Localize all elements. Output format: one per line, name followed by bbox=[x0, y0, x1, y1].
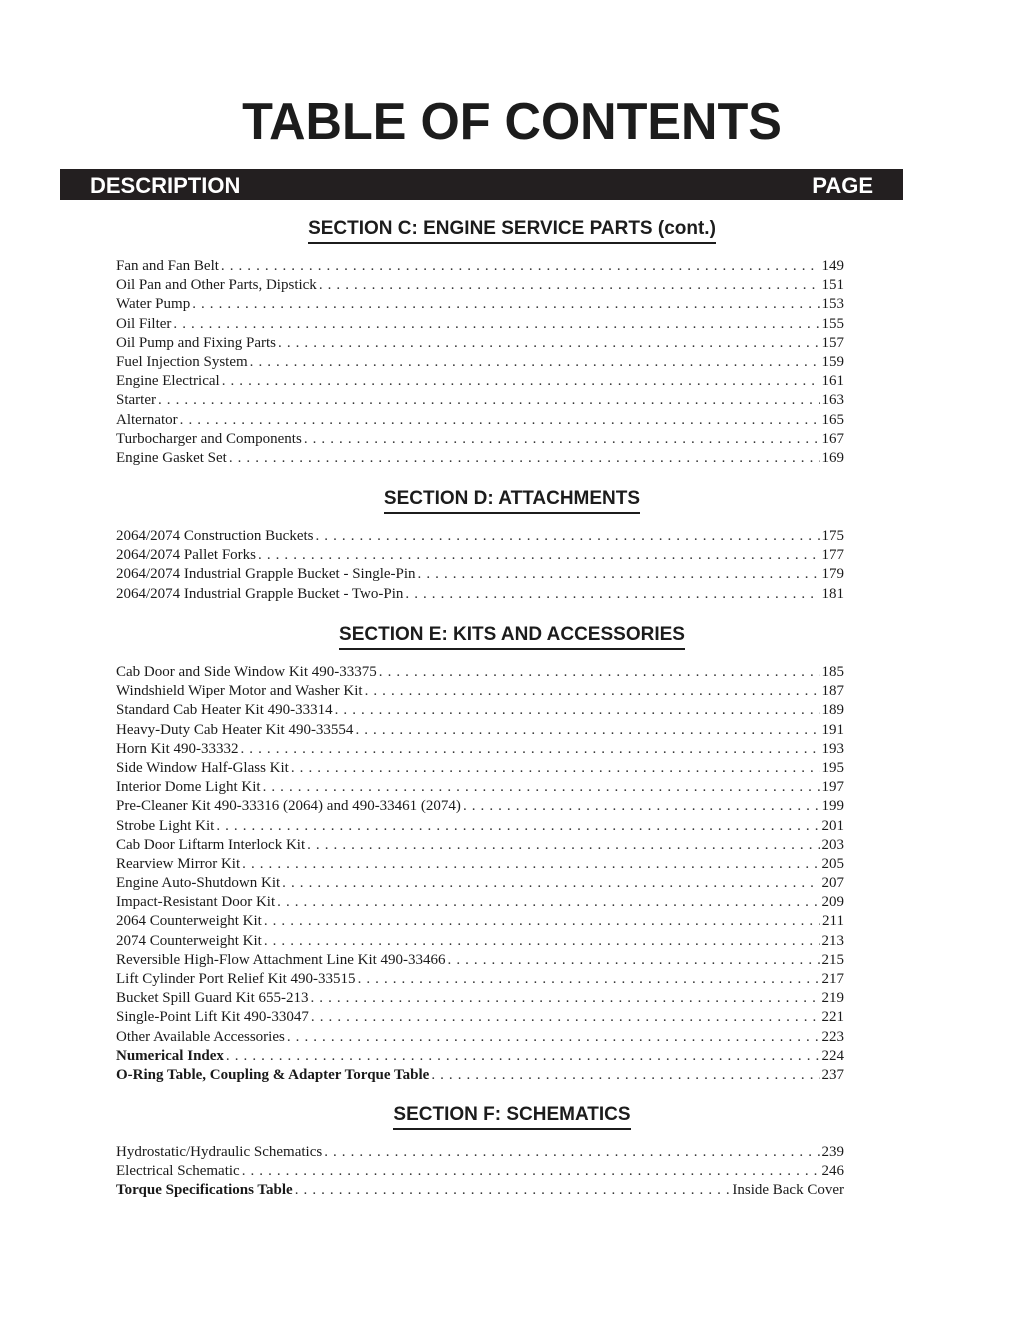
dot-leader bbox=[258, 546, 819, 565]
toc-entry-oring-table[interactable] bbox=[116, 1066, 844, 1085]
dot-leader bbox=[431, 1066, 819, 1085]
dot-leader bbox=[463, 797, 820, 816]
entry-page: 217 bbox=[821, 971, 844, 987]
entry-page: 185 bbox=[821, 664, 844, 680]
toc-entry[interactable] bbox=[116, 778, 844, 797]
dot-leader bbox=[287, 1028, 820, 1047]
entry-page: 211 bbox=[822, 913, 844, 930]
entry-page: 163 bbox=[821, 392, 844, 409]
section-heading: SECTION D: ATTACHMENTS bbox=[384, 488, 640, 514]
toc-entry[interactable] bbox=[116, 1162, 844, 1181]
entry-page: 169 bbox=[821, 449, 844, 466]
dot-leader bbox=[448, 951, 820, 970]
entry-label: Cab Door Liftarm Interlock Kit bbox=[116, 836, 306, 853]
entry-label: Impact-Resistant Door Kit bbox=[116, 894, 276, 911]
entry-page: 205 bbox=[821, 855, 844, 872]
entry-label: 2064/2074 Industrial Grapple Bucket - Two-Pin bbox=[116, 585, 404, 602]
toc-entry[interactable] bbox=[116, 797, 844, 816]
entry-label: Oil Pan and Other Parts, Dipstick bbox=[116, 277, 317, 294]
entry-page: 165 bbox=[821, 411, 844, 428]
dot-leader bbox=[173, 315, 819, 334]
toc-entry[interactable] bbox=[116, 759, 844, 778]
entry-label: Bucket Spill Guard Kit 655-213 bbox=[116, 990, 309, 1007]
dot-leader bbox=[221, 257, 820, 276]
toc-entry[interactable] bbox=[116, 1028, 844, 1047]
toc-entry[interactable] bbox=[116, 449, 844, 468]
toc-entry[interactable] bbox=[116, 565, 844, 584]
toc-entry[interactable] bbox=[116, 411, 844, 430]
section-c-entries bbox=[116, 257, 844, 468]
entry-label: Single-Point Lift Kit 490-33047 bbox=[116, 1009, 309, 1026]
entry-page: 155 bbox=[821, 315, 844, 332]
dot-leader bbox=[242, 855, 819, 874]
entry-label: Strobe Light Kit bbox=[116, 817, 215, 834]
entry-label: Rearview Mirror Kit bbox=[116, 855, 241, 872]
entry-label: Engine Electrical bbox=[116, 373, 220, 390]
entry-label: Interior Dome Light Kit bbox=[116, 779, 261, 796]
toc-entry[interactable] bbox=[116, 276, 844, 295]
entry-label: Numerical Index bbox=[116, 1047, 224, 1064]
dot-leader bbox=[192, 295, 819, 314]
toc-entry[interactable] bbox=[116, 1008, 844, 1027]
toc-entry[interactable] bbox=[116, 372, 844, 391]
section-c-title bbox=[0, 218, 1024, 244]
toc-entry[interactable] bbox=[116, 295, 844, 314]
entry-page: 149 bbox=[821, 258, 844, 274]
entry-label: Torque Specifications Table bbox=[116, 1182, 293, 1199]
toc-entry[interactable] bbox=[116, 430, 844, 449]
entry-page: 161 bbox=[821, 373, 844, 390]
entry-page: Inside Back Cover bbox=[732, 1182, 844, 1199]
entry-page: 213 bbox=[821, 932, 844, 949]
dot-leader bbox=[316, 527, 820, 546]
toc-entry[interactable] bbox=[116, 951, 844, 970]
entry-label: Engine Auto-Shutdown Kit bbox=[116, 875, 281, 892]
section-d-title bbox=[0, 488, 1024, 514]
dot-leader bbox=[358, 970, 820, 989]
toc-entry[interactable] bbox=[116, 893, 844, 912]
entry-label: Turbocharger and Components bbox=[116, 430, 302, 447]
section-heading: SECTION C: ENGINE SERVICE PARTS (cont.) bbox=[308, 218, 716, 244]
toc-entry[interactable] bbox=[116, 663, 844, 682]
entry-label: Other Available Accessories bbox=[116, 1028, 285, 1045]
entry-label: Alternator bbox=[116, 411, 178, 428]
dot-leader bbox=[310, 989, 819, 1008]
entry-label: Side Window Half-Glass Kit bbox=[116, 759, 289, 776]
entry-page: 181 bbox=[821, 585, 844, 602]
toc-entry[interactable] bbox=[116, 970, 844, 989]
entry-label: Lift Cylinder Port Relief Kit 490-33515 bbox=[116, 971, 356, 987]
section-e-entries bbox=[116, 663, 844, 1085]
entry-page: 177 bbox=[821, 547, 844, 564]
page-title: TABLE OF CONTENTS bbox=[242, 93, 782, 151]
entry-page: 153 bbox=[821, 296, 844, 313]
dot-leader bbox=[304, 430, 820, 449]
toc-entry[interactable] bbox=[116, 740, 844, 759]
entry-page: 215 bbox=[821, 951, 844, 968]
entry-label: Cab Door and Side Window Kit 490-33375 bbox=[116, 664, 377, 680]
entry-label: Pre-Cleaner Kit 490-33316 (2064) and 490-33461 (2074) bbox=[116, 798, 461, 815]
entry-label: Electrical Schematic bbox=[116, 1163, 240, 1180]
entry-page: 157 bbox=[821, 334, 844, 351]
entry-page: 219 bbox=[821, 990, 844, 1007]
section-d-entries bbox=[116, 527, 844, 604]
entry-page: 179 bbox=[821, 566, 844, 583]
entry-label: Hydrostatic/Hydraulic Schematics bbox=[116, 1144, 323, 1160]
entry-label: 2064/2074 Industrial Grapple Bucket - Single-Pin bbox=[116, 566, 416, 583]
entry-label: 2064/2074 Pallet Forks bbox=[116, 547, 257, 564]
dot-leader bbox=[379, 663, 820, 682]
dot-leader bbox=[241, 740, 820, 759]
toc-entry[interactable] bbox=[116, 546, 844, 565]
entry-page: 201 bbox=[821, 817, 844, 834]
entry-page: 246 bbox=[821, 1163, 844, 1180]
entry-label: Engine Gasket Set bbox=[116, 449, 227, 466]
entry-label: 2064/2074 Construction Buckets bbox=[116, 528, 314, 544]
dot-leader bbox=[365, 682, 820, 701]
section-f-title bbox=[0, 1104, 1024, 1130]
dot-leader bbox=[263, 778, 820, 797]
entry-page: 159 bbox=[821, 353, 844, 370]
dot-leader bbox=[158, 391, 820, 410]
toc-entry[interactable] bbox=[116, 836, 844, 855]
entry-label: Fan and Fan Belt bbox=[116, 258, 219, 274]
entry-label: Oil Filter bbox=[116, 315, 172, 332]
entry-page: 195 bbox=[821, 759, 844, 776]
entry-label: 2074 Counterweight Kit bbox=[116, 932, 262, 949]
dot-leader bbox=[307, 836, 819, 855]
section-e-title bbox=[0, 624, 1024, 650]
dot-leader bbox=[291, 759, 820, 778]
toc-entry[interactable] bbox=[116, 1143, 844, 1162]
toc-entry[interactable] bbox=[116, 391, 844, 410]
toc-entry[interactable] bbox=[116, 527, 844, 546]
dot-leader bbox=[226, 1047, 820, 1066]
section-heading: SECTION F: SCHEMATICS bbox=[393, 1104, 630, 1130]
entry-label: Reversible High-Flow Attachment Line Kit 490-33466 bbox=[116, 951, 446, 968]
toc-entry[interactable] bbox=[116, 989, 844, 1008]
entry-label: 2064 Counterweight Kit bbox=[116, 913, 262, 930]
entry-page: 175 bbox=[821, 528, 844, 544]
toc-entry[interactable] bbox=[116, 932, 844, 951]
entry-page: 193 bbox=[821, 740, 844, 757]
dot-leader bbox=[418, 565, 820, 584]
dot-leader bbox=[222, 372, 820, 391]
entry-label: Oil Pump and Fixing Parts bbox=[116, 334, 277, 351]
entry-page: 203 bbox=[821, 836, 844, 853]
dot-leader bbox=[229, 449, 820, 468]
entry-page: 197 bbox=[821, 779, 844, 796]
dot-leader bbox=[282, 874, 819, 893]
toc-entry[interactable] bbox=[116, 874, 844, 893]
toc-entry[interactable] bbox=[116, 912, 844, 931]
dot-leader bbox=[311, 1008, 820, 1027]
section-f-entries bbox=[116, 1143, 844, 1201]
description-column-header: DESCRIPTION bbox=[90, 173, 241, 198]
toc-entry[interactable] bbox=[116, 315, 844, 334]
entry-label: Standard Cab Heater Kit 490-33314 bbox=[116, 702, 333, 719]
section-heading: SECTION E: KITS AND ACCESSORIES bbox=[339, 624, 685, 650]
column-header-bar bbox=[60, 169, 903, 200]
dot-leader bbox=[216, 817, 819, 836]
entry-label: Heavy-Duty Cab Heater Kit 490-33554 bbox=[116, 721, 354, 738]
entry-label: Horn Kit 490-33332 bbox=[116, 740, 239, 757]
toc-entry[interactable] bbox=[116, 334, 844, 353]
entry-page: 191 bbox=[821, 721, 844, 738]
entry-label: Windshield Wiper Motor and Washer Kit bbox=[116, 683, 363, 700]
entry-page: 151 bbox=[821, 277, 844, 294]
entry-page: 221 bbox=[821, 1009, 844, 1026]
entry-page: 207 bbox=[821, 875, 844, 892]
dot-leader bbox=[242, 1162, 820, 1181]
entry-page: 189 bbox=[821, 702, 844, 719]
toc-entry-numerical-index[interactable] bbox=[116, 1047, 844, 1066]
entry-label: Starter bbox=[116, 392, 156, 409]
entry-label: Water Pump bbox=[116, 296, 191, 313]
toc-entry-torque-specs[interactable] bbox=[116, 1181, 844, 1200]
entry-page: 187 bbox=[821, 683, 844, 700]
entry-page: 224 bbox=[821, 1047, 844, 1064]
dot-leader bbox=[319, 276, 820, 295]
toc-entry[interactable] bbox=[116, 682, 844, 701]
dot-leader bbox=[295, 1181, 731, 1200]
toc-entry[interactable] bbox=[116, 817, 844, 836]
entry-page: 209 bbox=[821, 894, 844, 911]
toc-entry[interactable] bbox=[116, 353, 844, 372]
entry-page: 199 bbox=[821, 798, 844, 815]
dot-leader bbox=[278, 334, 819, 353]
dot-leader bbox=[277, 893, 819, 912]
entry-page: 237 bbox=[821, 1066, 844, 1083]
dot-leader bbox=[180, 411, 820, 430]
toc-entry[interactable] bbox=[116, 855, 844, 874]
dot-leader bbox=[264, 932, 820, 951]
dot-leader bbox=[355, 721, 819, 740]
dot-leader bbox=[324, 1143, 819, 1162]
toc-entry[interactable] bbox=[116, 257, 844, 276]
entry-page: 167 bbox=[821, 430, 844, 447]
entry-label: O-Ring Table, Coupling & Adapter Torque Table bbox=[116, 1066, 430, 1083]
entry-page: 239 bbox=[821, 1144, 844, 1160]
toc-entry[interactable] bbox=[116, 721, 844, 740]
entry-page: 223 bbox=[821, 1028, 844, 1045]
page-column-header: PAGE bbox=[812, 173, 873, 198]
dot-leader bbox=[335, 701, 820, 720]
dot-leader bbox=[264, 912, 820, 931]
dot-leader bbox=[250, 353, 820, 372]
entry-label: Fuel Injection System bbox=[116, 353, 248, 370]
toc-entry[interactable] bbox=[116, 585, 844, 604]
toc-entry[interactable] bbox=[116, 701, 844, 720]
dot-leader bbox=[405, 585, 819, 604]
